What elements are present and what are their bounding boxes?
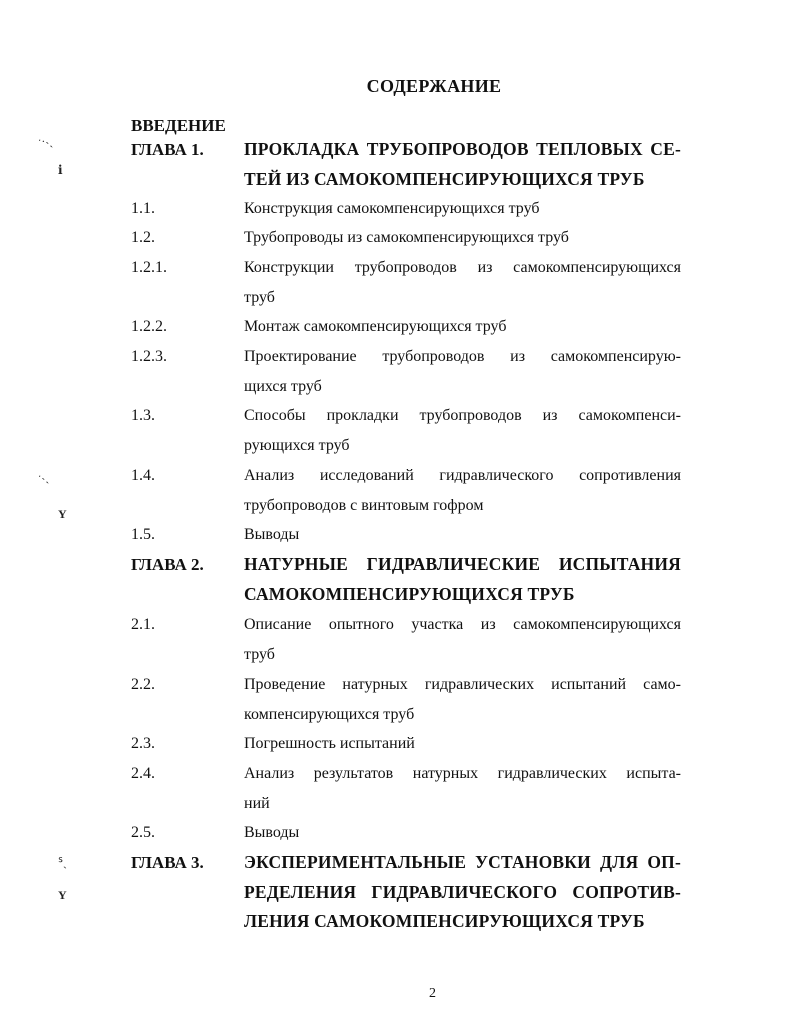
toc-entry-line: Монтаж самокомпенсирующихся труб	[244, 318, 507, 335]
toc-entry-title	[244, 550, 681, 609]
toc-entry-title	[244, 848, 681, 937]
toc-entry-line: САМОКОМПЕНСИРУЮЩИХСЯ ТРУБ	[244, 583, 575, 604]
toc-entry-line: Описание опытного участка из самокомпенсирующихся	[244, 616, 681, 633]
toc-entry-number: ГЛАВА 1.	[131, 140, 204, 159]
scan-artifact-icon: ⅰ	[58, 163, 63, 177]
scan-artifact-icon: Y	[58, 507, 67, 521]
toc-entry-line: Выводы	[244, 824, 300, 841]
toc-entry-number: 2.5.	[131, 824, 155, 841]
toc-entry-line: Выводы	[244, 526, 300, 543]
toc-entry-line: рующихся труб	[244, 436, 350, 454]
toc-entry-line: Проведение натурных гидравлических испытаний само-	[244, 676, 681, 693]
toc-entry-line: Способы прокладки трубопроводов из самокомпенси-	[244, 407, 681, 424]
toc-entry-title	[244, 610, 681, 669]
toc-entry-line: Проектирование трубопроводов из самокомпенсирую-	[244, 348, 681, 365]
scan-artifact-icon: Y	[58, 888, 67, 902]
toc-entry-title	[244, 520, 681, 550]
toc-entry-number: 2.3.	[131, 735, 155, 752]
toc-entry-number: 2.1.	[131, 616, 155, 633]
toc-entry-line: труб	[244, 288, 275, 306]
toc-entry-line: труб	[244, 645, 275, 663]
toc-entry-line: РЕДЕЛЕНИЯ ГИДРАВЛИЧЕСКОГО СОПРОТИВ-	[244, 881, 681, 902]
toc-entry-line: Анализ исследований гидравлического сопротивления	[244, 467, 681, 484]
toc-entry-line: НАТУРНЫЕ ГИДРАВЛИЧЕСКИЕ ИСПЫТАНИЯ	[244, 554, 681, 574]
toc-entry-title	[244, 194, 681, 224]
toc-entry-number: 1.2.2.	[131, 318, 167, 335]
toc-entry-title	[244, 342, 681, 401]
toc-entry-title	[244, 223, 681, 253]
toc-entry-number: 1.1.	[131, 200, 155, 217]
scan-artifact-icon: ᔆˎ	[58, 855, 68, 869]
toc-entry-number: 1.3.	[131, 407, 155, 424]
scan-artifact-icon: ˑ·˴ˎ	[38, 134, 54, 148]
toc-entry-number: 2.2.	[131, 676, 155, 693]
toc-entry-line: щихся труб	[244, 377, 322, 395]
toc-entry-line: ЛЕНИЯ САМОКОМПЕНСИРУЮЩИХСЯ ТРУБ	[244, 911, 645, 932]
toc-entry-line: Анализ результатов натурных гидравлических испыта-	[244, 765, 681, 782]
toc-entry-number: 1.4.	[131, 467, 155, 484]
toc-title: СОДЕРЖАНИЕ	[366, 76, 502, 96]
toc-entry-title	[244, 135, 681, 194]
toc-entry-title	[244, 253, 681, 312]
toc-entry-line: Трубопроводы из самокомпенсирующихся труб	[244, 229, 569, 246]
page-number: 2	[429, 986, 436, 1001]
toc-entry-line: Конструкции трубопроводов из самокомпенсирующихся	[244, 259, 681, 276]
toc-entry-title	[244, 729, 681, 759]
toc-entry-title	[244, 461, 681, 520]
toc-entry-number: 1.2.3.	[131, 348, 167, 365]
toc-entry-title	[244, 401, 681, 460]
toc-entry-title	[244, 312, 681, 342]
toc-entry-line: ЭКСПЕРИМЕНТАЛЬНЫЕ УСТАНОВКИ ДЛЯ ОП-	[244, 852, 681, 872]
scan-artifact-icon: ˑ˴ˎ	[38, 470, 50, 484]
toc-entry-number: 1.2.	[131, 229, 155, 246]
toc-entry-title	[244, 818, 681, 848]
toc-entry-line: ПРОКЛАДКА ТРУБОПРОВОДОВ ТЕПЛОВЫХ СЕ-	[244, 139, 681, 159]
toc-entry-number: 1.2.1.	[131, 259, 167, 276]
toc-entry-line: трубопроводов с винтовым гофром	[244, 496, 484, 514]
toc-entry-line: ТЕЙ ИЗ САМОКОМПЕНСИРУЮЩИХСЯ ТРУБ	[244, 168, 645, 189]
toc-entry-line: компенсирующихся труб	[244, 705, 415, 723]
toc-entry-line: ний	[244, 794, 270, 812]
toc-entry-line: Погрешность испытаний	[244, 735, 415, 752]
toc-entry-title	[244, 759, 681, 818]
toc-entry-line: Конструкция самокомпенсирующихся труб	[244, 200, 540, 217]
toc-intro: ВВЕДЕНИЕ	[131, 116, 226, 135]
toc-entry-number: 2.4.	[131, 765, 155, 782]
toc-entry-number: 1.5.	[131, 526, 155, 543]
toc-entry-number: ГЛАВА 2.	[131, 555, 204, 574]
toc-entry-title	[244, 670, 681, 729]
toc-entry-number: ГЛАВА 3.	[131, 853, 204, 872]
